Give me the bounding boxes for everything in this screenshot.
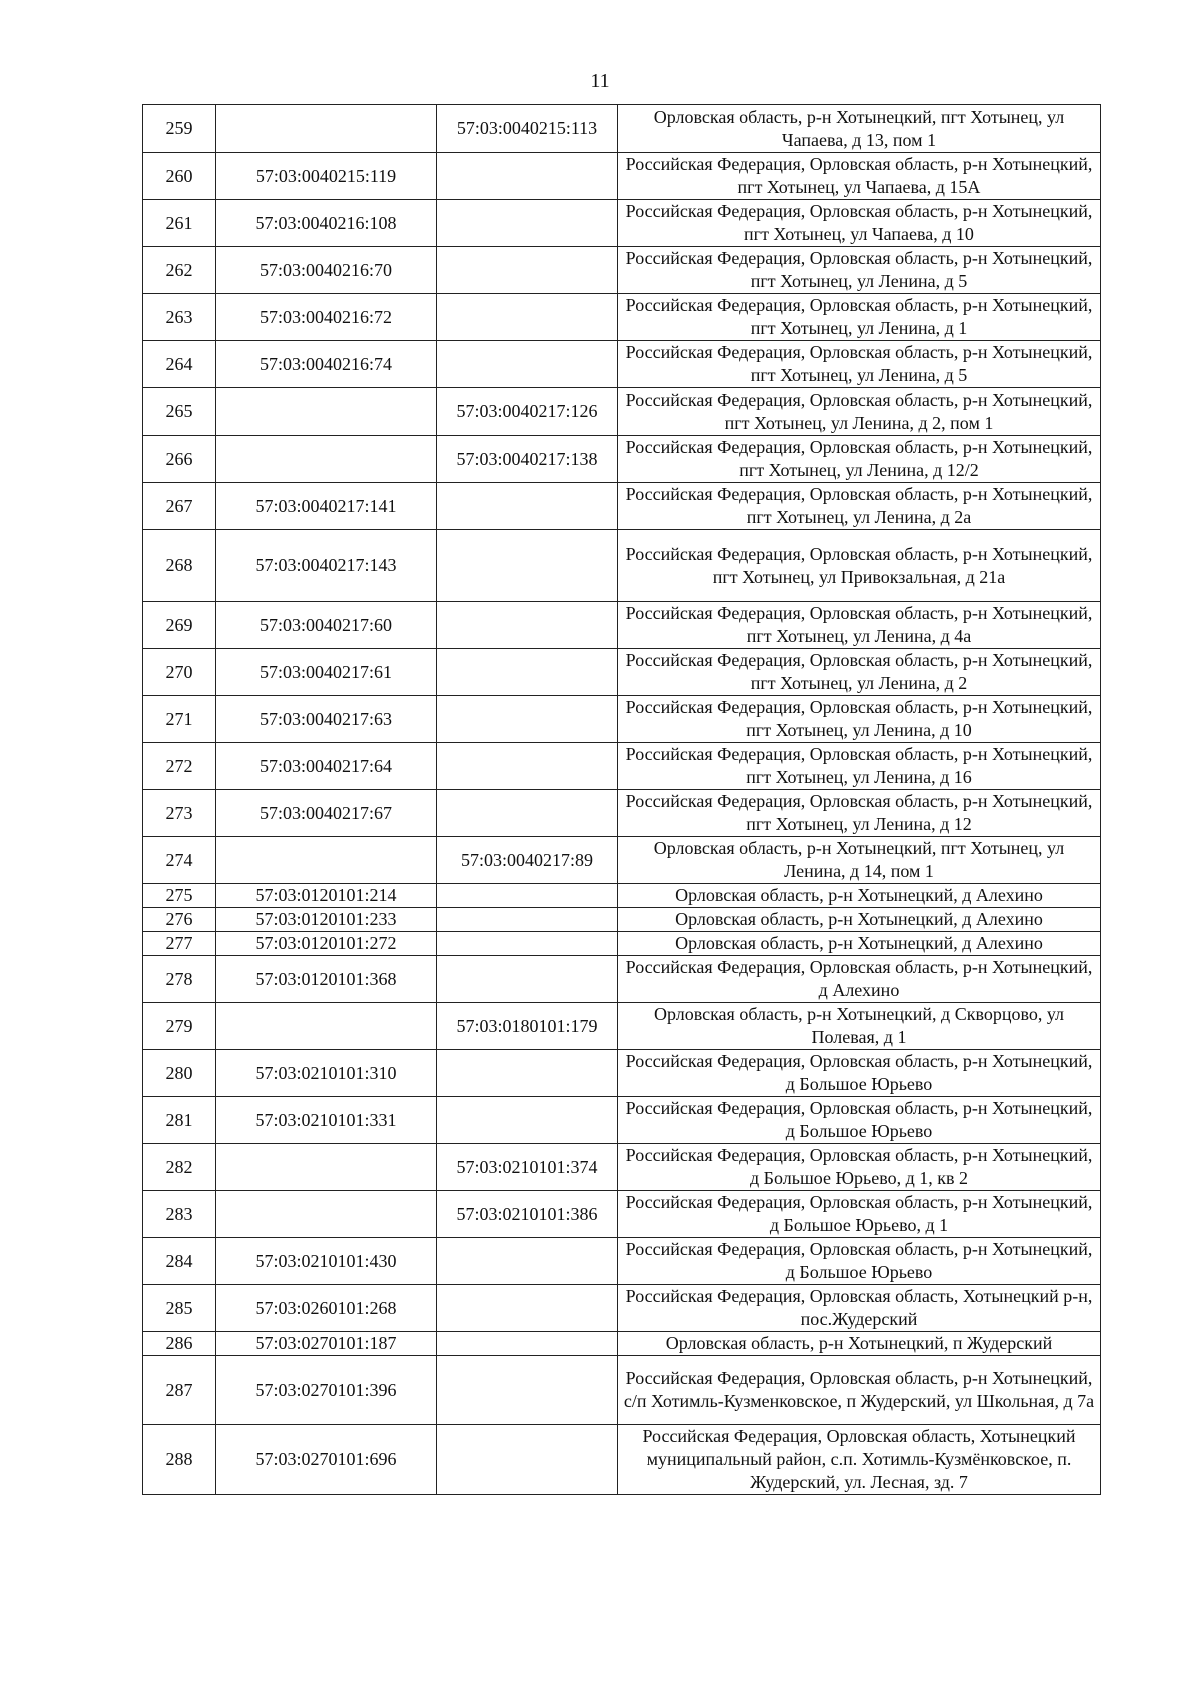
cadastral-number-cell (216, 436, 437, 483)
table-row (143, 483, 1101, 530)
row-number: 286 (143, 1332, 216, 1356)
address-cell: Российская Федерация, Орловская область, р-н Хотынецкий, пгт Хотынец, ул Ленина, д 2, пом 1 (618, 388, 1101, 436)
row-number: 276 (143, 908, 216, 932)
row-number: 259 (143, 105, 216, 153)
address-cell: Российская Федерация, Орловская область, р-н Хотынецкий, пгт Хотынец, ул Ленина, д 5 (618, 341, 1101, 388)
cadastral-number-secondary-cell (437, 1050, 618, 1097)
address-cell: Российская Федерация, Орловская область, Хотынецкий р-н, пос.Жудерский (618, 1285, 1101, 1332)
cadastral-number-secondary-cell (437, 294, 618, 341)
row-number: 265 (143, 388, 216, 436)
cadastral-number-secondary-cell (437, 908, 618, 932)
row-number: 277 (143, 932, 216, 956)
table-row (143, 1003, 1101, 1050)
table-row (143, 696, 1101, 743)
cadastral-number-secondary-cell (437, 932, 618, 956)
cadastral-number-secondary-cell: 57:03:0180101:179 (437, 1003, 618, 1050)
cadastral-number-cell: 57:03:0040217:143 (216, 530, 437, 602)
row-number: 269 (143, 602, 216, 649)
row-number: 260 (143, 153, 216, 200)
cadastral-number-cell: 57:03:0270101:187 (216, 1332, 437, 1356)
cadastral-number-cell (216, 1191, 437, 1238)
cadastral-number-secondary-cell (437, 341, 618, 388)
table-row (143, 436, 1101, 483)
cadastral-number-cell: 57:03:0120101:214 (216, 884, 437, 908)
row-number: 273 (143, 790, 216, 837)
row-number: 284 (143, 1238, 216, 1285)
address-cell: Орловская область, р-н Хотынецкий, п Жудерский (618, 1332, 1101, 1356)
row-number: 268 (143, 530, 216, 602)
cadastral-number-secondary-cell (437, 1238, 618, 1285)
address-cell: Российская Федерация, Орловская область, р-н Хотынецкий, д Алехино (618, 956, 1101, 1003)
cadastral-number-cell: 57:03:0040217:61 (216, 649, 437, 696)
cadastral-number-cell: 57:03:0260101:268 (216, 1285, 437, 1332)
row-number: 285 (143, 1285, 216, 1332)
cadastral-number-secondary-cell (437, 200, 618, 247)
cadastral-number-cell (216, 1144, 437, 1191)
table-row (143, 649, 1101, 696)
cadastral-number-secondary-cell (437, 1285, 618, 1332)
table-row (143, 200, 1101, 247)
address-cell: Российская Федерация, Орловская область, р-н Хотынецкий, д Большое Юрьево (618, 1050, 1101, 1097)
table-row (143, 602, 1101, 649)
cadastral-number-secondary-cell (437, 1097, 618, 1144)
cadastral-number-cell: 57:03:0210101:310 (216, 1050, 437, 1097)
cadastral-number-secondary-cell: 57:03:0040217:138 (437, 436, 618, 483)
address-cell: Орловская область, р-н Хотынецкий, д Алехино (618, 884, 1101, 908)
table-row (143, 1425, 1101, 1495)
cadastral-number-cell (216, 837, 437, 884)
address-cell: Орловская область, р-н Хотынецкий, д Алехино (618, 908, 1101, 932)
table-row (143, 1050, 1101, 1097)
row-number: 281 (143, 1097, 216, 1144)
cadastral-number-cell (216, 105, 437, 153)
cadastral-number-secondary-cell: 57:03:0210101:386 (437, 1191, 618, 1238)
address-cell: Российская Федерация, Орловская область, р-н Хотынецкий, с/п Хотимль-Кузменковское, п Жудерский, ул Школьная, д 7а (618, 1356, 1101, 1425)
table-row (143, 153, 1101, 200)
row-number: 287 (143, 1356, 216, 1425)
table-row (143, 790, 1101, 837)
cadastral-number-cell: 57:03:0040216:72 (216, 294, 437, 341)
table-row (143, 105, 1101, 153)
cadastral-number-cell: 57:03:0040217:141 (216, 483, 437, 530)
table-row (143, 1238, 1101, 1285)
cadastral-number-secondary-cell (437, 1356, 618, 1425)
address-cell: Орловская область, р-н Хотынецкий, пгт Хотынец, ул Чапаева, д 13, пом 1 (618, 105, 1101, 153)
cadastral-number-secondary-cell (437, 483, 618, 530)
table-row (143, 932, 1101, 956)
cadastral-number-secondary-cell (437, 743, 618, 790)
cadastral-number-cell: 57:03:0120101:272 (216, 932, 437, 956)
address-cell: Российская Федерация, Орловская область, р-н Хотынецкий, пгт Хотынец, ул Ленина, д 4а (618, 602, 1101, 649)
address-cell: Орловская область, р-н Хотынецкий, д Скворцово, ул Полевая, д 1 (618, 1003, 1101, 1050)
cadastral-number-secondary-cell (437, 649, 618, 696)
cadastral-number-secondary-cell (437, 602, 618, 649)
table-row (143, 294, 1101, 341)
cadastral-number-secondary-cell (437, 1425, 618, 1495)
address-cell: Российская Федерация, Орловская область, р-н Хотынецкий, д Большое Юрьево (618, 1097, 1101, 1144)
cadastral-number-cell (216, 388, 437, 436)
row-number: 275 (143, 884, 216, 908)
cadastral-number-secondary-cell (437, 247, 618, 294)
cadastral-table (142, 104, 1101, 1495)
address-cell: Российская Федерация, Орловская область, р-н Хотынецкий, пгт Хотынец, ул Чапаева, д 15А (618, 153, 1101, 200)
table-row (143, 884, 1101, 908)
row-number: 272 (143, 743, 216, 790)
address-cell: Российская Федерация, Орловская область, р-н Хотынецкий, пгт Хотынец, ул Ленина, д 16 (618, 743, 1101, 790)
cadastral-number-secondary-cell (437, 956, 618, 1003)
table-row (143, 1144, 1101, 1191)
table-row (143, 530, 1101, 602)
cadastral-number-cell: 57:03:0210101:331 (216, 1097, 437, 1144)
address-cell: Орловская область, р-н Хотынецкий, д Алехино (618, 932, 1101, 956)
cadastral-number-secondary-cell (437, 790, 618, 837)
cadastral-number-cell: 57:03:0040216:108 (216, 200, 437, 247)
cadastral-number-cell: 57:03:0040217:63 (216, 696, 437, 743)
row-number: 267 (143, 483, 216, 530)
address-cell: Российская Федерация, Орловская область, р-н Хотынецкий, пгт Хотынец, ул Привокзальная, д 21а (618, 530, 1101, 602)
cadastral-number-secondary-cell (437, 530, 618, 602)
row-number: 278 (143, 956, 216, 1003)
address-cell: Российская Федерация, Орловская область, р-н Хотынецкий, пгт Хотынец, ул Ленина, д 2а (618, 483, 1101, 530)
cadastral-number-secondary-cell (437, 696, 618, 743)
table-row (143, 743, 1101, 790)
table-row (143, 1356, 1101, 1425)
table-row (143, 1332, 1101, 1356)
cadastral-number-secondary-cell (437, 1332, 618, 1356)
table-row (143, 1191, 1101, 1238)
table-row (143, 908, 1101, 932)
row-number: 262 (143, 247, 216, 294)
address-cell: Российская Федерация, Орловская область, р-н Хотынецкий, д Большое Юрьево (618, 1238, 1101, 1285)
row-number: 274 (143, 837, 216, 884)
address-cell: Российская Федерация, Орловская область, р-н Хотынецкий, д Большое Юрьево, д 1, кв 2 (618, 1144, 1101, 1191)
row-number: 280 (143, 1050, 216, 1097)
row-number: 263 (143, 294, 216, 341)
row-number: 282 (143, 1144, 216, 1191)
table-row (143, 956, 1101, 1003)
address-cell: Орловская область, р-н Хотынецкий, пгт Хотынец, ул Ленина, д 14, пом 1 (618, 837, 1101, 884)
cadastral-number-secondary-cell: 57:03:0040215:113 (437, 105, 618, 153)
row-number: 283 (143, 1191, 216, 1238)
cadastral-number-cell: 57:03:0040217:64 (216, 743, 437, 790)
cadastral-number-cell: 57:03:0040216:74 (216, 341, 437, 388)
table-row (143, 837, 1101, 884)
address-cell: Российская Федерация, Орловская область, р-н Хотынецкий, пгт Хотынец, ул Ленина, д 5 (618, 247, 1101, 294)
address-cell: Российская Федерация, Орловская область, р-н Хотынецкий, пгт Хотынец, ул Ленина, д 2 (618, 649, 1101, 696)
address-cell: Российская Федерация, Орловская область, р-н Хотынецкий, пгт Хотынец, ул Ленина, д 1 (618, 294, 1101, 341)
address-cell: Российская Федерация, Орловская область, р-н Хотынецкий, пгт Хотынец, ул Ленина, д 12 (618, 790, 1101, 837)
cadastral-number-secondary-cell (437, 884, 618, 908)
cadastral-number-secondary-cell (437, 153, 618, 200)
table-row (143, 388, 1101, 436)
address-cell: Российская Федерация, Орловская область, р-н Хотынецкий, пгт Хотынец, ул Ленина, д 12/2 (618, 436, 1101, 483)
cadastral-number-cell: 57:03:0040216:70 (216, 247, 437, 294)
cadastral-number-cell: 57:03:0210101:430 (216, 1238, 437, 1285)
row-number: 271 (143, 696, 216, 743)
cadastral-number-cell: 57:03:0040215:119 (216, 153, 437, 200)
address-cell: Российская Федерация, Орловская область, р-н Хотынецкий, пгт Хотынец, ул Ленина, д 10 (618, 696, 1101, 743)
address-cell: Российская Федерация, Орловская область, р-н Хотынецкий, пгт Хотынец, ул Чапаева, д 10 (618, 200, 1101, 247)
cadastral-number-cell: 57:03:0270101:396 (216, 1356, 437, 1425)
row-number: 270 (143, 649, 216, 696)
row-number: 264 (143, 341, 216, 388)
cadastral-number-cell: 57:03:0120101:368 (216, 956, 437, 1003)
cadastral-number-cell (216, 1003, 437, 1050)
row-number: 279 (143, 1003, 216, 1050)
cadastral-number-cell: 57:03:0040217:60 (216, 602, 437, 649)
cadastral-number-cell: 57:03:0270101:696 (216, 1425, 437, 1495)
cadastral-number-cell: 57:03:0120101:233 (216, 908, 437, 932)
row-number: 261 (143, 200, 216, 247)
row-number: 288 (143, 1425, 216, 1495)
table-row (143, 1097, 1101, 1144)
cadastral-number-secondary-cell: 57:03:0040217:89 (437, 837, 618, 884)
row-number: 266 (143, 436, 216, 483)
cadastral-number-secondary-cell: 57:03:0040217:126 (437, 388, 618, 436)
table-row (143, 1285, 1101, 1332)
table-body (143, 105, 1101, 1495)
table-row (143, 247, 1101, 294)
address-cell: Российская Федерация, Орловская область, Хотынецкий муниципальный район, с.п. Хотимль-Кузмёнковское, п. Жудерский, ул. Лесная, зд. 7 (618, 1425, 1101, 1495)
page-number: 11 (590, 70, 610, 92)
address-cell: Российская Федерация, Орловская область, р-н Хотынецкий, д Большое Юрьево, д 1 (618, 1191, 1101, 1238)
cadastral-number-secondary-cell: 57:03:0210101:374 (437, 1144, 618, 1191)
cadastral-number-cell: 57:03:0040217:67 (216, 790, 437, 837)
table-row (143, 341, 1101, 388)
